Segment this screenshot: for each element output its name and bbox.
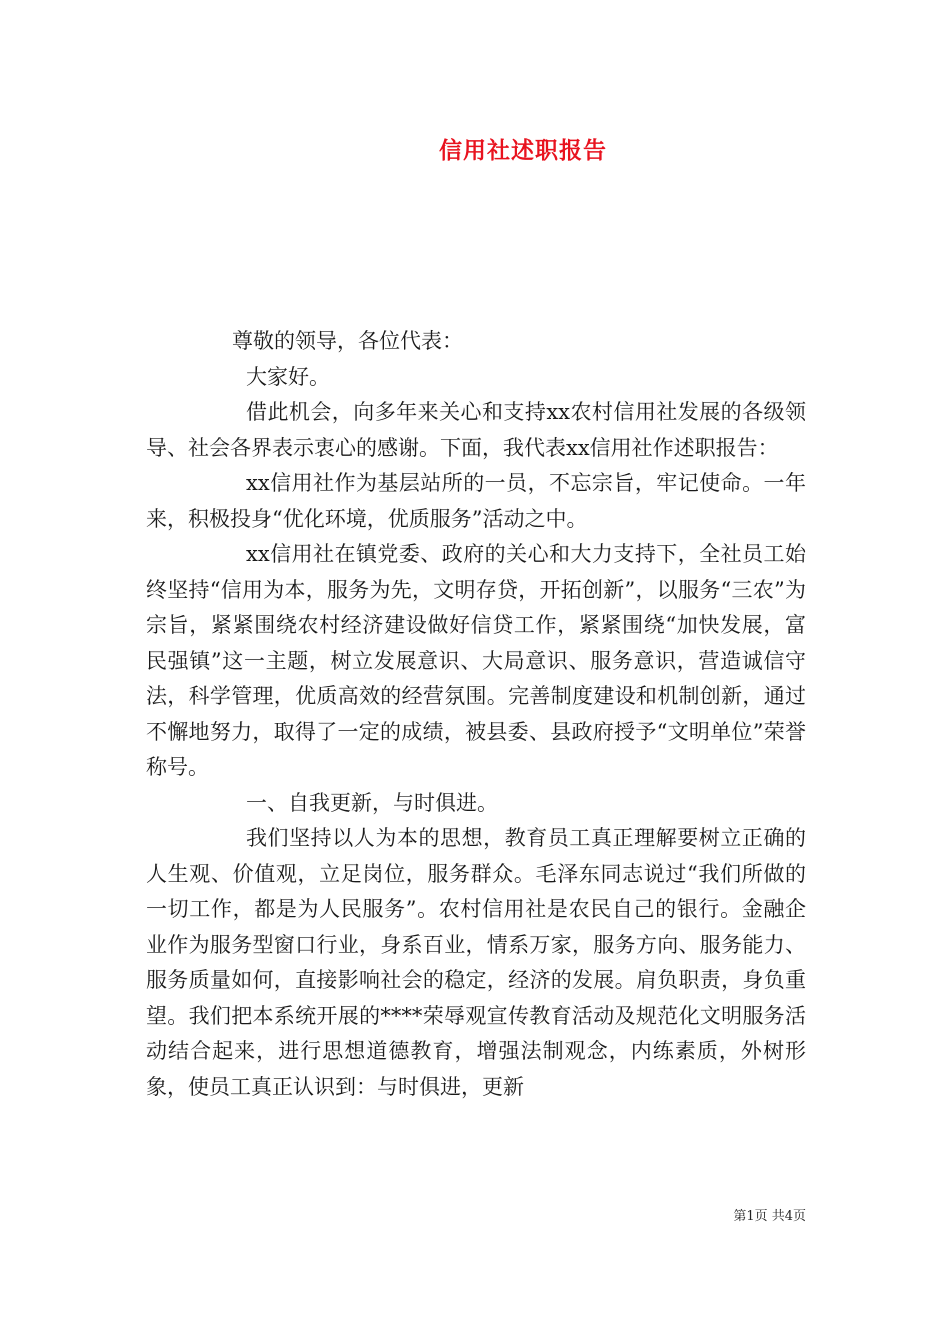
document-body <box>146 324 806 1105</box>
paragraph-section-1: 我们坚持以人为本的思想，教育员工真正理解要树立正确的人生观、价值观，立足岗位，服务群众。毛泽东同志说过“我们所做的一切工作，都是为人民服务”。农村信用社是农民自己的银行。金融企业作为服务型窗口行业，身系百业，情系万家，服务方向、服务能力、服务质量如何，直接影响社会的稳定，经济的发展。肩负职责，身负重望。我们把本系统开展的****荣辱观宣传教育活动及规范化文明服务活动结合起来，进行思想道德教育，增强法制观念，内练素质，外树形象，使员工真正认识到：与时俱进，更新 <box>146 826 806 1099</box>
section-heading-1: 一、自我更新，与时俱进。 <box>246 790 498 815</box>
document-title: 信用社述职报告 <box>439 138 607 164</box>
paragraph-hello: 大家好。 <box>246 364 330 389</box>
paragraph-greeting: 尊敬的领导，各位代表： <box>232 329 463 353</box>
page-number-footer: 第1页 共4页 <box>733 1209 806 1224</box>
paragraph-achievements: xx信用社在镇党委、政府的关心和大力支持下，全社员工始终坚持“信用为本，服务为先，文明存贷，开拓创新”，以服务“三农”为宗旨，紧紧围绕农村经济建设做好信贷工作，紧紧围绕“加快发展，富民强镇”这一主题，树立发展意识、大局意识、服务意识，营造诚信守法，科学管理，优质高效的经营氛围。完善制度建设和机制创新，通过不懈地努力，取得了一定的成绩，被县委、县政府授予“文明单位”荣誉称号。 <box>146 542 806 779</box>
paragraph-mission: xx信用社作为基层站所的一员，不忘宗旨，牢记使命。一年来，积极投身“优化环境，优质服务”活动之中。 <box>146 471 806 531</box>
paragraph-thanks: 借此机会，向多年来关心和支持xx农村信用社发展的各级领导、社会各界表示衷心的感谢。下面，我代表xx信用社作述职报告： <box>146 400 806 460</box>
